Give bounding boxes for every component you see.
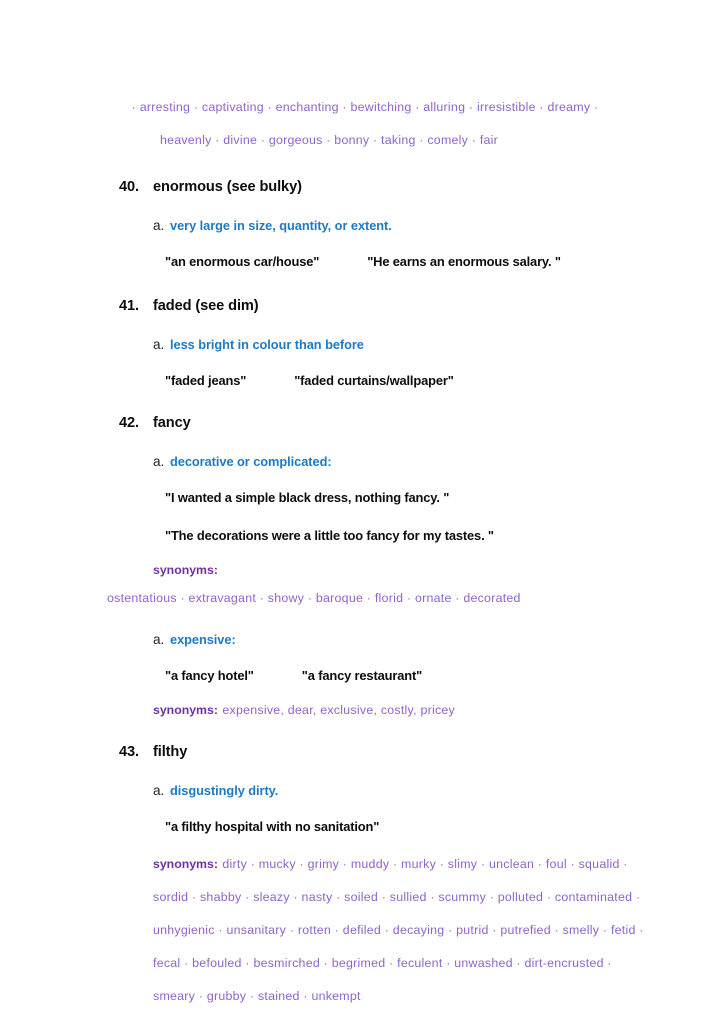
continuation-synonym-line-1: · arresting · captivating · enchanting · bewitching · alluring · irresistible · dreamy · bbox=[131, 100, 599, 114]
entry-heading bbox=[0, 407, 724, 440]
synonyms-line: fecal · befouled · besmirched · begrimed · feculent · unwashed · dirt-encrusted · bbox=[153, 956, 612, 970]
synonyms-line bbox=[0, 696, 724, 724]
sense-heading bbox=[0, 212, 724, 240]
synonyms-line: smeary · grubby · stained · unkempt bbox=[153, 989, 361, 1003]
entry-word: faded (see dim) bbox=[153, 298, 259, 314]
sense-heading bbox=[0, 626, 724, 654]
sense-example-line bbox=[0, 484, 724, 512]
example-text: "He earns an enormous salary. " bbox=[367, 254, 561, 269]
entry-number: 41. bbox=[119, 298, 139, 314]
entry-40 bbox=[0, 171, 724, 276]
sense-definition: less bright in colour than before bbox=[170, 337, 364, 352]
sense-marker: a. bbox=[153, 783, 165, 798]
synonyms-list: ostentatious · extravagant · showy · baroque · florid · ornate · decorated bbox=[107, 591, 521, 605]
synonyms-line bbox=[153, 847, 628, 881]
sense-definition: very large in size, quantity, or extent. bbox=[170, 218, 392, 233]
synonyms-list: expensive, dear, exclusive, costly, pricey bbox=[222, 703, 456, 717]
entry-41 bbox=[0, 290, 724, 395]
entry-number: 40. bbox=[119, 179, 139, 195]
sense-examples bbox=[0, 248, 724, 276]
synonyms-label: synonyms: bbox=[153, 563, 218, 577]
sense-definition: expensive: bbox=[170, 632, 236, 647]
example-text: "The decorations were a little too fancy for my tastes. " bbox=[165, 528, 494, 543]
sense-heading bbox=[0, 448, 724, 476]
synonyms-label-line bbox=[0, 556, 724, 584]
synonyms-list: dirty · mucky · grimy · muddy · murky · slimy · unclean · foul · squalid · bbox=[222, 857, 628, 871]
entry-heading bbox=[0, 171, 724, 204]
example-text: "faded jeans" bbox=[165, 373, 247, 388]
sense-marker: a. bbox=[153, 632, 165, 647]
synonyms-block bbox=[0, 847, 644, 1013]
sense-example-line bbox=[0, 813, 724, 841]
example-text: "a filthy hospital with no sanitation" bbox=[165, 819, 380, 834]
example-text: "I wanted a simple black dress, nothing fancy. " bbox=[165, 490, 450, 505]
sense-definition: disgustingly dirty. bbox=[170, 783, 279, 798]
example-text: "an enormous car/house" bbox=[165, 254, 320, 269]
sense-marker: a. bbox=[153, 454, 165, 469]
entry-heading bbox=[0, 736, 724, 769]
synonyms-line: sordid · shabby · sleazy · nasty · soiled · sullied · scummy · polluted · contaminated · bbox=[153, 890, 641, 904]
example-text: "a fancy hotel" bbox=[165, 668, 254, 683]
sense-examples bbox=[0, 662, 724, 690]
entry-43 bbox=[0, 736, 724, 1013]
continuation-synonyms bbox=[0, 91, 724, 157]
entry-heading bbox=[0, 290, 724, 323]
sense-marker: a. bbox=[153, 337, 165, 352]
sense-examples bbox=[0, 367, 724, 395]
continuation-synonym-line-2: heavenly · divine · gorgeous · bonny · taking · comely · fair bbox=[159, 133, 499, 147]
synonyms-label: synonyms: bbox=[153, 703, 218, 717]
sense-example-line bbox=[0, 522, 724, 550]
synonyms-line: unhygienic · unsanitary · rotten · defiled · decaying · putrid · putrefied · smelly · fetid · bbox=[153, 923, 644, 937]
entry-word: fancy bbox=[153, 415, 191, 431]
entry-42 bbox=[0, 407, 724, 724]
sense-heading bbox=[0, 331, 724, 359]
synonyms-label: synonyms: bbox=[153, 857, 218, 871]
example-text: "a fancy restaurant" bbox=[301, 668, 423, 683]
entry-word: enormous (see bulky) bbox=[153, 179, 302, 195]
entry-number: 42. bbox=[119, 415, 139, 431]
sense-marker: a. bbox=[153, 218, 165, 233]
sense-definition: decorative or complicated: bbox=[170, 454, 332, 469]
sense-heading bbox=[0, 777, 724, 805]
example-text: "faded curtains/wallpaper" bbox=[294, 373, 454, 388]
entry-word: filthy bbox=[153, 744, 188, 760]
entry-number: 43. bbox=[119, 744, 139, 760]
